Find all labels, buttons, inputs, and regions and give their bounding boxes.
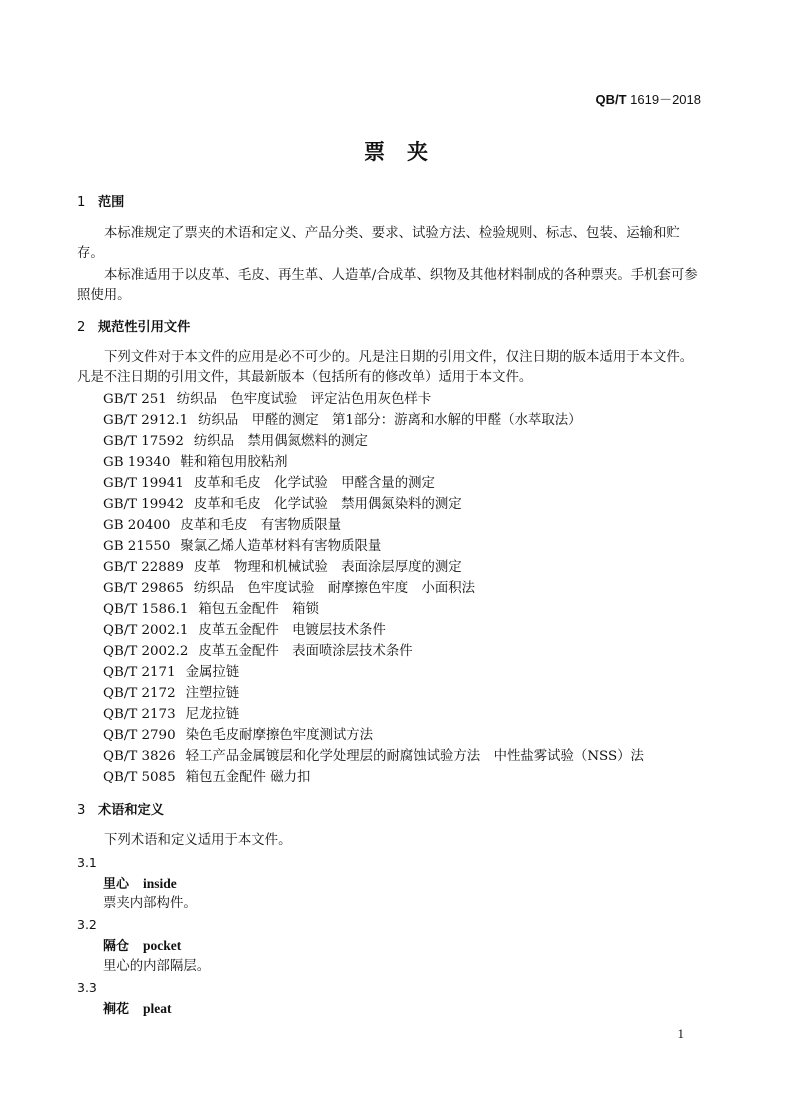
standard-code [595, 89, 701, 108]
reference-item [103, 411, 582, 431]
reference-code: QB/T 2171 [103, 665, 176, 680]
reference-title: 注塑拉链 [185, 686, 240, 701]
reference-item [103, 684, 239, 704]
reference-item [103, 474, 435, 494]
reference-code: GB 19340 [103, 455, 171, 470]
section-number: 1 [77, 195, 86, 210]
reference-code: GB/T 22889 [103, 560, 184, 575]
reference-title: 皮革和毛皮 化学试验 禁用偶氮染料的测定 [193, 497, 462, 512]
reference-title: 皮革和毛皮 化学试验 甲醛含量的测定 [193, 476, 435, 491]
section-title: 规范性引用文件 [98, 320, 191, 335]
reference-item [103, 621, 386, 641]
term-clause-number: 3.3 [77, 980, 97, 995]
reference-code: GB 21550 [103, 539, 171, 554]
section-number: 3 [77, 803, 86, 818]
reference-item [103, 516, 341, 536]
page-number: 1 [677, 1026, 684, 1041]
reference-title: 皮革 物理和机械试验 表面涂层厚度的测定 [193, 560, 462, 575]
reference-title: 染色毛皮耐摩擦色牢度测试方法 [185, 728, 374, 743]
term-zh: 裥花 [103, 1002, 130, 1017]
reference-title: 皮革五金配件 表面喷涂层技术条件 [198, 644, 413, 659]
section-3-heading [77, 801, 164, 821]
document-title: 票夹 [364, 140, 450, 164]
reference-code: GB/T 19941 [103, 476, 184, 491]
reference-title: 尼龙拉链 [185, 707, 240, 722]
reference-code: GB/T 19942 [103, 497, 184, 512]
term-en: pocket [143, 938, 182, 953]
reference-title: 纺织品 禁用偶氮燃料的测定 [193, 434, 368, 449]
reference-title: 纺织品 色牢度试验 评定沾色用灰色样卡 [176, 392, 432, 407]
reference-title: 纺织品 色牢度试验 耐摩擦色牢度 小面积法 [193, 581, 476, 596]
scope-paragraph-2: 本标准适用于以皮革、毛皮、再生革、人造革/合成革、织物及其他材料制成的各种票夹。手机套可参照使用。 [77, 268, 698, 303]
reference-code: QB/T 2173 [103, 707, 176, 722]
section-2-heading [77, 318, 190, 338]
reference-code: QB/T 2172 [103, 686, 176, 701]
term-zh: 里心 [103, 877, 130, 892]
reference-item [103, 600, 319, 620]
term-zh: 隔仓 [103, 939, 130, 954]
reference-code: QB/T 1586.1 [103, 602, 189, 617]
reference-item [103, 663, 239, 683]
term-heading [103, 936, 181, 957]
reference-title: 聚氯乙烯人造革材料有害物质限量 [180, 539, 382, 554]
term-clause-number: 3.1 [77, 855, 97, 870]
section-title: 范围 [98, 195, 125, 210]
term-clause-number: 3.2 [77, 917, 97, 932]
section-1-heading [77, 193, 124, 213]
reference-title: 皮革和毛皮 有害物质限量 [180, 518, 342, 533]
term-definition: 里心的内部隔层。 [103, 959, 211, 974]
reference-code: GB 20400 [103, 518, 171, 533]
section-title: 术语和定义 [98, 803, 164, 818]
reference-item [103, 495, 462, 515]
reference-title: 鞋和箱包用胶粘剂 [180, 455, 288, 470]
reference-title: 皮革五金配件 电镀层技术条件 [198, 623, 386, 638]
reference-item [103, 453, 288, 473]
normative-refs-intro: 下列文件对于本文件的应用是必不可少的。凡是注日期的引用文件，仅注日期的版本适用于本文件。凡是不注日期的引用文件，其最新版本（包括所有的修改单）适用于本文件。 [77, 350, 694, 385]
reference-title: 箱包五金配件 箱锁 [198, 602, 319, 617]
scope-paragraph-1: 本标准规定了票夹的术语和定义、产品分类、要求、试验方法、检验规则、标志、包装、运输和贮存。 [77, 226, 680, 261]
reference-code: GB/T 2912.1 [103, 413, 189, 428]
reference-code: QB/T 3826 [103, 749, 176, 764]
reference-code: GB/T 17592 [103, 434, 184, 449]
section-number: 2 [77, 320, 86, 335]
standard-code-number: 1619－2018 [630, 92, 701, 107]
terms-intro: 下列术语和定义适用于本文件。 [104, 833, 292, 848]
reference-code: GB/T 29865 [103, 581, 184, 596]
reference-item [103, 390, 431, 410]
reference-item [103, 579, 475, 599]
reference-item [103, 726, 373, 746]
term-heading [103, 999, 172, 1020]
term-en: pleat [143, 1001, 172, 1016]
reference-item [103, 537, 381, 557]
reference-code: QB/T 5085 [103, 770, 176, 785]
reference-title: 箱包五金配件 磁力扣 [185, 770, 311, 785]
reference-item [103, 432, 368, 452]
reference-item [103, 558, 462, 578]
reference-code: QB/T 2790 [103, 728, 176, 743]
reference-code: GB/T 251 [103, 392, 167, 407]
reference-item [103, 642, 413, 662]
reference-item [103, 705, 239, 725]
reference-title: 纺织品 甲醛的测定 第1部分：游离和水解的甲醛（水萃取法） [198, 413, 582, 428]
term-en: inside [143, 876, 177, 891]
reference-code: QB/T 2002.2 [103, 644, 189, 659]
reference-item [103, 747, 644, 767]
standard-code-prefix: QB/T [595, 92, 627, 107]
term-definition: 票夹内部构件。 [103, 896, 197, 911]
reference-code: QB/T 2002.1 [103, 623, 189, 638]
reference-title: 金属拉链 [185, 665, 240, 680]
reference-title: 轻工产品金属镀层和化学处理层的耐腐蚀试验方法 中性盐雾试验（NSS）法 [185, 749, 644, 764]
term-heading [103, 874, 177, 895]
reference-item [103, 768, 310, 788]
